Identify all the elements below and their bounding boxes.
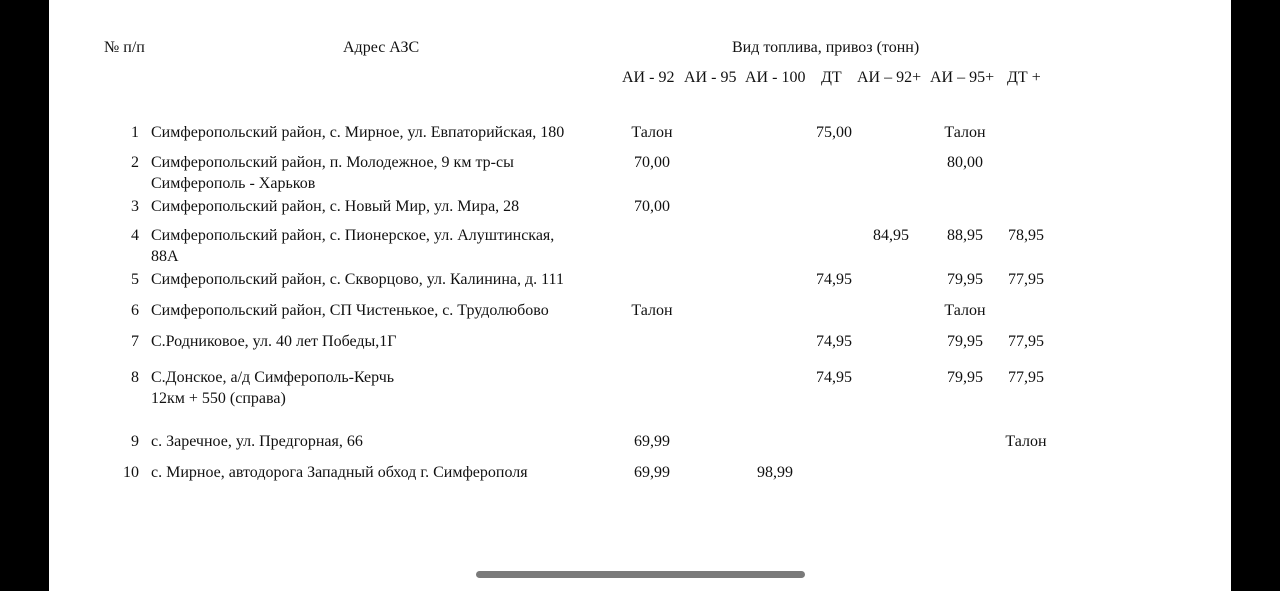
row-number: 10: [123, 464, 139, 481]
row-number: 9: [131, 433, 139, 450]
fuel-value-cell: 70,00: [634, 198, 670, 215]
fuel-value-cell: 69,99: [634, 464, 670, 481]
fuel-type-ai100: АИ - 100: [745, 69, 806, 86]
fuel-value-cell: 77,95: [1008, 369, 1044, 386]
fuel-value-cell: 79,95: [947, 271, 983, 288]
fuel-type-ai95plus: АИ – 95+: [930, 69, 995, 86]
fuel-value-cell: 78,95: [1008, 227, 1044, 244]
fuel-value-cell: Талон: [944, 302, 986, 319]
fuel-type-ai92plus: АИ – 92+: [857, 69, 922, 86]
fuel-value-cell: 84,95: [873, 227, 909, 244]
row-address: с. Заречное, ул. Предгорная, 66: [151, 433, 363, 450]
row-number: 4: [131, 227, 139, 244]
fuel-value-cell: 98,99: [757, 464, 793, 481]
row-number: 2: [131, 154, 139, 171]
row-number: 1: [131, 124, 139, 141]
fuel-value-cell: 77,95: [1008, 333, 1044, 350]
fuel-value-cell: 88,95: [947, 227, 983, 244]
fuel-value-cell: 74,95: [816, 333, 852, 350]
row-number: 6: [131, 302, 139, 319]
fuel-value-cell: 74,95: [816, 369, 852, 386]
fuel-value-cell: Талон: [944, 124, 986, 141]
fuel-type-ai95: АИ - 95: [684, 69, 737, 86]
row-address: с. Мирное, автодорога Западный обход г. Симферополя: [151, 464, 528, 481]
fuel-type-ai92: АИ - 92: [622, 69, 675, 86]
fuel-value-cell: Талон: [631, 302, 673, 319]
fuel-type-dtplus: ДТ +: [1007, 69, 1041, 86]
header-num: № п/п: [104, 39, 145, 56]
header-address: Адрес АЗС: [343, 39, 420, 56]
row-address: Симферопольский район, п. Молодежное, 9 км тр-сы: [151, 154, 514, 171]
home-indicator[interactable]: [476, 571, 805, 578]
fuel-type-dt: ДТ: [821, 69, 842, 86]
row-address: Симферопольский район, с. Мирное, ул. Евпаторийская, 180: [151, 124, 565, 141]
row-address: 12км + 550 (справа): [151, 390, 286, 407]
row-number: 5: [131, 271, 139, 288]
row-address: С.Донское, а/д Симферополь-Керчь: [151, 369, 395, 386]
row-number: 3: [131, 198, 139, 215]
row-number: 7: [131, 333, 139, 350]
fuel-value-cell: 79,95: [947, 369, 983, 386]
fuel-value-cell: 75,00: [816, 124, 852, 141]
fuel-value-cell: Талон: [631, 124, 673, 141]
document-page: [49, 0, 1231, 591]
fuel-value-cell: 79,95: [947, 333, 983, 350]
row-address: С.Родниковое, ул. 40 лет Победы,1Г: [151, 333, 397, 350]
fuel-value-cell: Талон: [1005, 433, 1047, 450]
row-address: Симферопольский район, с. Скворцово, ул. Калинина, д. 111: [151, 271, 564, 288]
row-address: Симферополь - Харьков: [151, 175, 316, 192]
row-address: Симферопольский район, СП Чистенькое, с. Трудолюбово: [151, 302, 549, 319]
row-number: 8: [131, 369, 139, 386]
fuel-value-cell: 77,95: [1008, 271, 1044, 288]
row-address: Симферопольский район, с. Новый Мир, ул. Мира, 28: [151, 198, 520, 215]
row-address: Симферопольский район, с. Пионерское, ул. Алуштинская,: [151, 227, 555, 244]
header-fuel: Вид топлива, привоз (тонн): [732, 39, 920, 56]
fuel-value-cell: 70,00: [634, 154, 670, 171]
fuel-value-cell: 80,00: [947, 154, 983, 171]
fuel-value-cell: 74,95: [816, 271, 852, 288]
fuel-value-cell: 69,99: [634, 433, 670, 450]
row-address: 88А: [151, 248, 179, 265]
